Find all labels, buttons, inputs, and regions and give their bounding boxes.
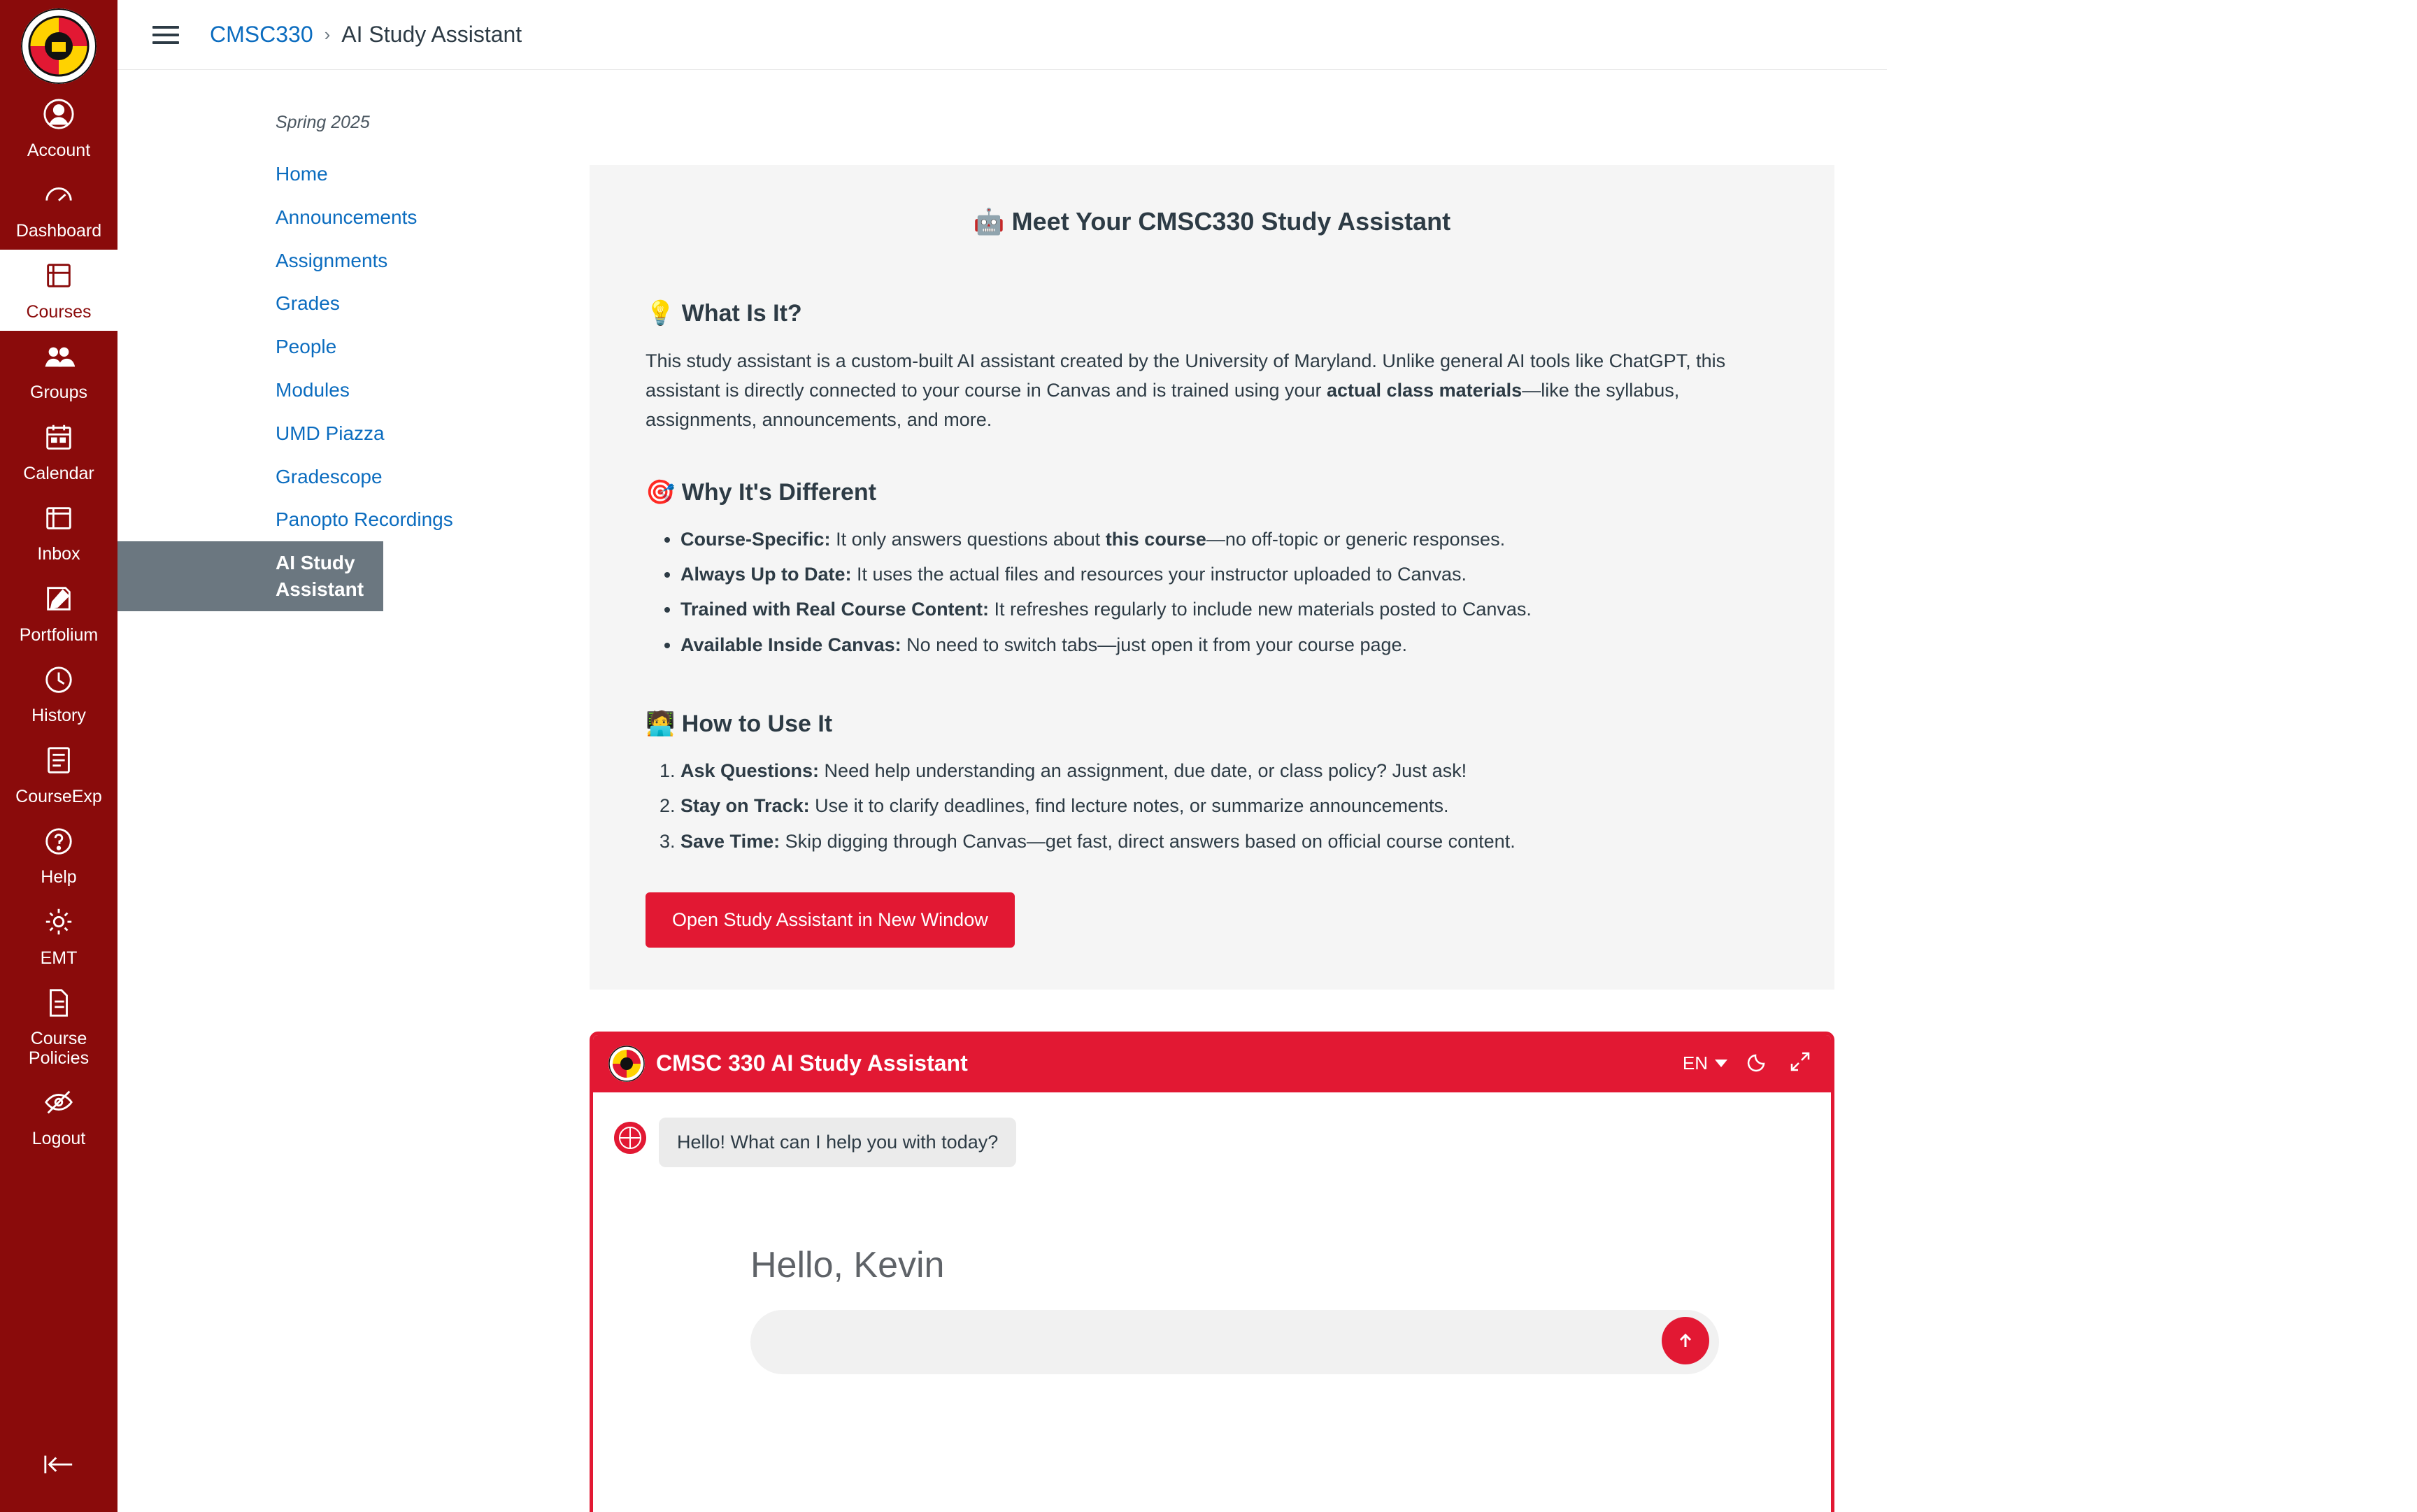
sidebar-item-label: History [31,706,86,726]
sidebar-item-label: EMT [40,948,78,968]
sidebar-item-logout[interactable] [0,1076,117,1157]
inbox-icon [43,502,75,539]
collapse-arrow-icon [43,1453,75,1480]
bullet-bold: Trained with Real Course Content: [680,599,990,620]
bullet-bold: Course-Specific: [680,528,831,550]
send-arrow-icon[interactable] [1662,1317,1709,1364]
bullet-text-1: It uses the actual files and resources your instructor uploaded to Canvas. [851,563,1467,585]
logout-eye-icon [43,1086,75,1123]
sidebar-item-portfolium[interactable] [0,573,117,654]
step-bold: Ask Questions: [680,759,820,781]
course-nav-item-home[interactable]: Home [276,163,328,185]
bullet-text-1: It refreshes regularly to include new materials posted to Canvas. [989,599,1532,620]
step-bold: Stay on Track: [680,795,810,817]
sidebar-item-label: CourseExp [15,786,102,806]
what-is-it-text-1: This study assistant is a custom-built AI assistant created by the University of Maryland. Unlike general AI tools like ChatGPT, this assistant is directly connected to your course in Canvas and is trained using your [646,350,1726,401]
section-heading-why-different: 🎯 Why It's Different [646,478,876,506]
bullet-text-1: No need to switch tabs—just open it from your course page. [901,634,1408,655]
bullet-bold: Always Up to Date: [680,563,852,585]
avatar [614,1122,646,1154]
sidebar-item-label: Inbox [37,544,80,564]
step-text: Need help understanding an assignment, due date, or class policy? Just ask! [819,759,1467,781]
chat-widget-body [593,1092,1831,1374]
chat-inner-greeting: Hello, Kevin [750,1244,945,1285]
course-nav-item-umd-piazza[interactable]: UMD Piazza [276,422,385,444]
sidebar-item-account[interactable] [0,88,117,169]
course-term-label: Spring 2025 [276,113,370,132]
step-text: Use it to clarify deadlines, find lecture notes, or summarize announcements. [809,795,1449,817]
sidebar-item-calendar[interactable] [0,411,117,492]
breadcrumb-current-page: AI Study Assistant [341,22,522,47]
section-heading-what-is-it: 💡 What Is It? [646,300,802,327]
sidebar-item-label: Calendar [23,463,94,483]
course-nav-item-people[interactable]: People [276,336,337,358]
portfolium-icon [43,583,75,620]
list-item [680,757,1771,784]
course-nav-item-panopto-recordings[interactable]: Panopto Recordings [276,508,453,531]
chat-widget-tools [1683,1049,1813,1078]
course-nav-item-announcements[interactable]: Announcements [276,206,418,228]
sidebar-item-label: Courses [26,301,92,322]
umd-seal-icon [608,1046,645,1082]
chat-widget-title: CMSC 330 AI Study Assistant [656,1050,968,1076]
sidebar-item-groups[interactable] [0,331,117,412]
sidebar-item-dashboard[interactable] [0,169,117,250]
language-label: EN [1682,1053,1708,1074]
why-different-list [680,526,1771,658]
what-is-it-bold: actual class materials [1327,379,1523,401]
list-item [680,632,1771,658]
document-icon [43,987,75,1024]
chat-input-container[interactable] [750,1310,1719,1374]
step-bold: Save Time: [680,830,780,852]
list-item [680,596,1771,622]
breadcrumb-course-link[interactable]: CMSC330 [210,22,313,47]
expand-arrows-icon[interactable] [1788,1049,1813,1078]
main-content [537,71,1887,1512]
calendar-icon [43,421,75,458]
groups-icon [43,341,75,378]
bullet-inner-bold: this course [1105,528,1206,550]
sidebar-item-emt[interactable] [0,896,117,977]
course-nav-item-gradescope[interactable]: Gradescope [276,465,383,487]
hamburger-menu-icon[interactable] [152,26,179,44]
course-nav-item-grades[interactable]: Grades [276,292,340,315]
chat-widget [590,1032,1834,1512]
history-clock-icon [43,664,75,701]
sidebar-item-label: Logout [31,1129,86,1148]
sidebar-item-label: Groups [30,383,87,403]
sidebar-item-label: Account [27,140,91,160]
what-is-it-paragraph [646,347,1771,435]
language-selector[interactable] [1683,1053,1727,1074]
sidebar-item-label: Dashboard [15,221,102,241]
help-question-icon [43,825,75,862]
sidebar-item-label: Portfolium [19,625,99,645]
umd-seal-icon [614,1122,646,1154]
collapse-nav-button[interactable] [0,1440,117,1492]
sidebar-item-label: Help [41,867,77,887]
sidebar-item-help[interactable] [0,815,117,897]
course-nav-item-ai-study-assistant[interactable]: AI Study Assistant [117,541,383,611]
sidebar-item-label: Course Policies [28,1029,90,1069]
intro-card [590,165,1834,990]
right-gutter [1887,0,2417,1512]
course-nav-item-assignments[interactable]: Assignments [276,249,388,271]
bullet-bold: Available Inside Canvas: [680,634,901,655]
course-nav-item-modules[interactable]: Modules [276,378,350,401]
list-item [680,526,1771,552]
sidebar-item-course-policies[interactable] [0,977,117,1077]
course-navigation [117,71,537,1512]
sidebar-item-inbox[interactable] [0,492,117,573]
list-item [680,792,1771,819]
bullet-text-1: It only answers questions about [830,528,1106,550]
sidebar-item-courses[interactable] [0,250,117,331]
gear-icon [43,906,75,943]
umd-seal-logo[interactable] [21,8,97,84]
top-bar [117,0,1997,70]
courses-icon [43,259,75,297]
section-heading-how-to-use: 🧑‍💻 How to Use It [646,710,833,737]
bullet-text-2: —no off-topic or generic responses. [1206,528,1506,550]
account-icon [43,98,75,135]
how-to-use-list [680,757,1771,855]
sidebar-item-history[interactable] [0,654,117,735]
chat-message-row [614,1118,1810,1167]
umd-seal-icon [21,8,97,84]
page-title: 🤖 Meet Your CMSC330 Study Assistant [973,207,1451,236]
chat-greeting-bubble: Hello! What can I help you with today? [659,1118,1016,1167]
umd-seal-logo [608,1046,645,1082]
moon-icon[interactable] [1746,1050,1769,1077]
list-item [680,828,1771,855]
what-is-it-text-2: —like the syllabus, assignments, announcements, and more. [646,379,1680,430]
global-navigation [0,0,117,1512]
sidebar-item-courseexp[interactable] [0,734,117,815]
open-study-assistant-button[interactable]: Open Study Assistant in New Window [646,892,1015,948]
breadcrumb-separator: › [324,24,331,45]
course-exp-icon [43,744,75,781]
chevron-down-icon [1715,1060,1727,1067]
step-text: Skip digging through Canvas—get fast, direct answers based on official course content. [780,830,1516,852]
chat-widget-header [593,1035,1831,1092]
dashboard-icon [43,179,75,216]
list-item [680,561,1771,587]
